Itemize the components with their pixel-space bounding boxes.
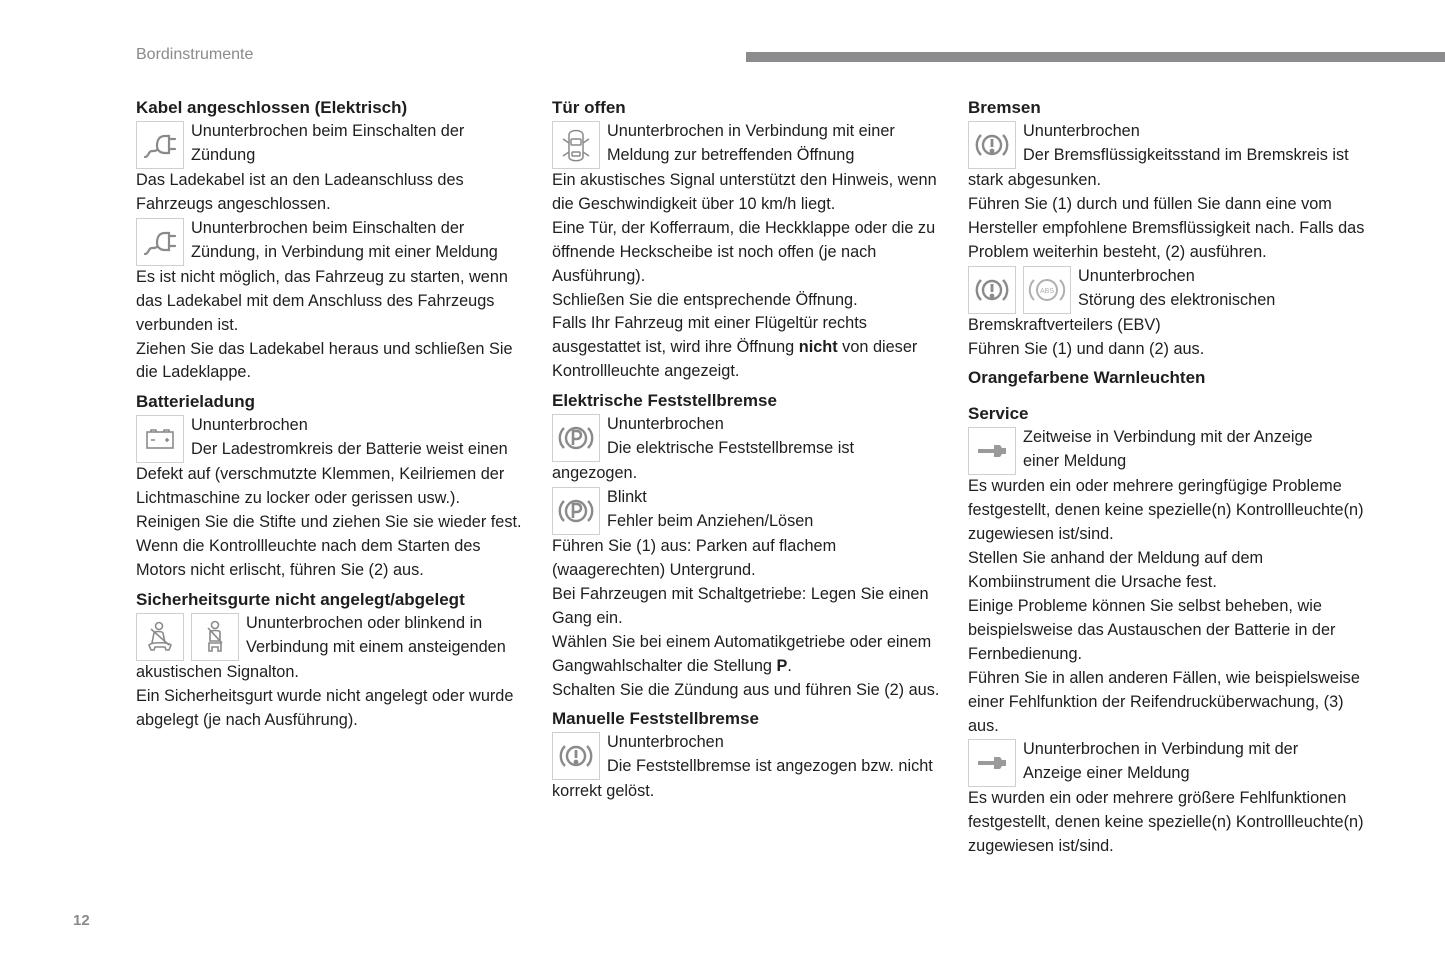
paragraph: korrekt gelöst.	[552, 782, 655, 801]
entry-line: Ununterbrochen	[1078, 266, 1195, 285]
text-run: Falls Ihr Fahrzeug mit einer Flügeltür rechts ausgestattet ist, wird ihre Öffnung	[552, 314, 867, 357]
entry-line: Ununterbrochen oder blinkend in	[246, 613, 483, 632]
parking-brake-icon	[552, 487, 600, 535]
heading-sicherheitsgurte: Sicherheitsgurte nicht angelegt/abgelegt	[136, 589, 465, 609]
entry-line: Ununterbrochen in Verbindung mit einer	[607, 122, 895, 140]
seatbelt-rear-icon	[191, 613, 239, 661]
warning-entry	[968, 738, 1368, 787]
text-run: .	[787, 656, 792, 675]
entry-line: Ununterbrochen	[1023, 122, 1140, 140]
entry-line: Ununterbrochen in Verbindung mit der	[1023, 740, 1299, 759]
bold-text-run: nicht	[798, 338, 838, 357]
entry-line: Der Bremsflüssigkeitsstand im Bremskreis ist	[1023, 145, 1349, 164]
warning-entry	[136, 217, 531, 266]
paragraph: Das Ladekabel ist an den Ladeanschluss des Fahrzeugs angeschlossen.	[136, 171, 464, 213]
running-header-title: Bordinstrumente	[136, 46, 254, 63]
text-run: von dieser Kontrollleuchte angezeigt.	[552, 338, 918, 381]
svg-text:ABS: ABS	[1039, 287, 1055, 295]
page-number: 12	[73, 912, 90, 929]
paragraph: Stellen Sie anhand der Meldung auf dem Kombiinstrument die Ursache fest.	[968, 549, 1264, 592]
heading-elektrische-feststellbremse: Elektrische Feststellbremse	[552, 391, 777, 411]
parking-brake-icon	[552, 414, 600, 462]
heading-tuer-offen: Tür offen	[552, 98, 626, 117]
paragraph: Einige Probleme können Sie selbst beheben, wie beispielsweise das Austauschen der Batterie in der Fernbedienung.	[968, 596, 1336, 663]
text-run: Wählen Sie bei einem Automatikgetriebe oder einem Gangwahlschalter die Stellung	[552, 632, 932, 675]
entry-line: Die Feststellbremse ist angezogen bzw. nicht	[607, 757, 933, 776]
warning-entry	[136, 414, 531, 463]
paragraph: Schalten Sie die Zündung aus und führen Sie (2) aus.	[552, 680, 940, 699]
heading-kabel-angeschlossen: Kabel angeschlossen (Elektrisch)	[136, 98, 408, 117]
entry-line: Die elektrische Feststellbremse ist	[607, 439, 855, 458]
entry-line: einer Meldung	[1023, 452, 1127, 471]
wrench-icon	[968, 427, 1016, 475]
paragraph: Ziehen Sie das Ladekabel heraus und schließen Sie die Ladeklappe.	[136, 339, 513, 382]
entry-line: Ununterbrochen	[607, 415, 724, 434]
paragraph: Es wurden ein oder mehrere größere Fehlfunktionen festgestellt, denen keine spezielle(n) Kontrollleuchte(n) zugewiesen ist/sind.	[968, 789, 1364, 856]
entry-line: Anzeige einer Meldung	[1023, 764, 1190, 783]
warning-entry	[552, 731, 947, 780]
entry-line: Zündung	[191, 145, 256, 164]
brake-warning-icon	[968, 121, 1016, 169]
warning-entry	[552, 486, 947, 535]
warning-entry	[136, 120, 531, 169]
paragraph: Reinigen Sie die Stifte und ziehen Sie sie wieder fest. Wenn die Kontrollleuchte nach dem Starten des Motors nicht erlischt, führen Sie (2) aus.	[136, 513, 522, 579]
paragraph: Defekt auf (verschmutzte Klemmen, Keilriemen der Lichtmaschine zu locker oder gerissen usw.).	[136, 465, 505, 508]
heading-bremsen: Bremsen	[968, 98, 1041, 117]
paragraph: angezogen.	[552, 464, 638, 483]
column-2	[552, 96, 947, 804]
paragraph: Führen Sie (1) durch und füllen Sie dann eine vom Hersteller empfohlene Bremsflüssigkeit nach. Falls das Problem weiterhin besteht, (2) ausführen.	[968, 194, 1365, 261]
warning-entry	[552, 120, 947, 169]
paragraph: akustischen Signalton.	[136, 662, 299, 681]
entry-line: Fehler beim Anziehen/Lösen	[607, 511, 814, 530]
paragraph: stark abgesunken.	[968, 171, 1102, 189]
wrench-icon	[968, 739, 1016, 787]
warning-entry	[968, 120, 1368, 169]
entry-line: Der Ladestromkreis der Batterie weist einen	[191, 440, 508, 459]
paragraph: Bei Fahrzeugen mit Schaltgetriebe: Legen Sie einen Gang ein.	[552, 584, 929, 627]
entry-line: Ununterbrochen beim Einschalten der	[191, 218, 465, 237]
header-rule-bar	[746, 52, 1445, 62]
paragraph: Es ist nicht möglich, das Fahrzeug zu starten, wenn das Ladekabel mit dem Anschluss des Fahrzeugs verbunden ist.	[136, 267, 508, 334]
bold-text-run: P	[776, 656, 788, 675]
warning-entry	[968, 426, 1368, 475]
paragraph: Eine Tür, der Kofferraum, die Heckklappe oder die zu öffnende Heckscheibe ist noch offen (je nach Ausführung).	[552, 218, 936, 285]
heading-orangefarbene-warnleuchten: Orangefarbene Warnleuchten	[968, 368, 1206, 388]
heading-service: Service	[968, 404, 1029, 424]
paragraph	[552, 631, 947, 679]
warning-entry	[136, 612, 531, 661]
paragraph	[552, 312, 947, 384]
warning-entry	[968, 265, 1368, 314]
door-open-car-icon	[552, 121, 600, 169]
heading-batterieladung: Batterieladung	[136, 392, 256, 412]
entry-line: Zeitweise in Verbindung mit der Anzeige	[1023, 428, 1313, 447]
entry-line: Zündung, in Verbindung mit einer Meldung	[191, 242, 498, 261]
paragraph: Ein akustisches Signal unterstützt den Hinweis, wenn die Geschwindigkeit über 10 km/h liegt.	[552, 171, 937, 213]
paragraph: Ein Sicherheitsgurt wurde nicht angelegt oder wurde abgelegt (je nach Ausführung).	[136, 686, 514, 729]
entry-line: Ununterbrochen	[607, 733, 724, 752]
column-3	[968, 96, 1368, 859]
warning-entry	[552, 413, 947, 462]
paragraph: Führen Sie (1) aus: Parken auf flachem (waagerechten) Untergrund.	[552, 537, 837, 579]
brake-warning-icon	[968, 266, 1016, 314]
seatbelt-front-icon	[136, 613, 184, 661]
plug-icon	[136, 121, 184, 169]
entry-line: Blinkt	[607, 488, 647, 507]
paragraph: Führen Sie in allen anderen Fällen, wie beispielsweise einer Fehlfunktion der Reifendrucküberwachung, (3) aus.	[968, 668, 1360, 735]
entry-line: Verbindung mit einem ansteigenden	[246, 637, 506, 656]
paragraph: Führen Sie (1) und dann (2) aus.	[968, 339, 1205, 358]
entry-line: Störung des elektronischen	[1078, 290, 1276, 309]
entry-line: Meldung zur betreffenden Öffnung	[607, 145, 855, 164]
entry-line: Ununterbrochen beim Einschalten der	[191, 122, 465, 140]
battery-icon	[136, 415, 184, 463]
brake-warning-icon	[552, 732, 600, 780]
paragraph: Es wurden ein oder mehrere geringfügige Probleme festgestellt, denen keine spezielle(n) Kontrollleuchte(n) zugewiesen ist/sind.	[968, 477, 1364, 544]
heading-manuelle-feststellbremse: Manuelle Feststellbremse	[552, 709, 759, 729]
column-1	[136, 96, 531, 733]
plug-icon	[136, 218, 184, 266]
paragraph: Bremskraftverteilers (EBV)	[968, 315, 1161, 334]
paragraph: Schließen Sie die entsprechende Öffnung.	[552, 290, 858, 309]
entry-line: Ununterbrochen	[191, 416, 308, 435]
abs-icon	[1023, 266, 1071, 314]
